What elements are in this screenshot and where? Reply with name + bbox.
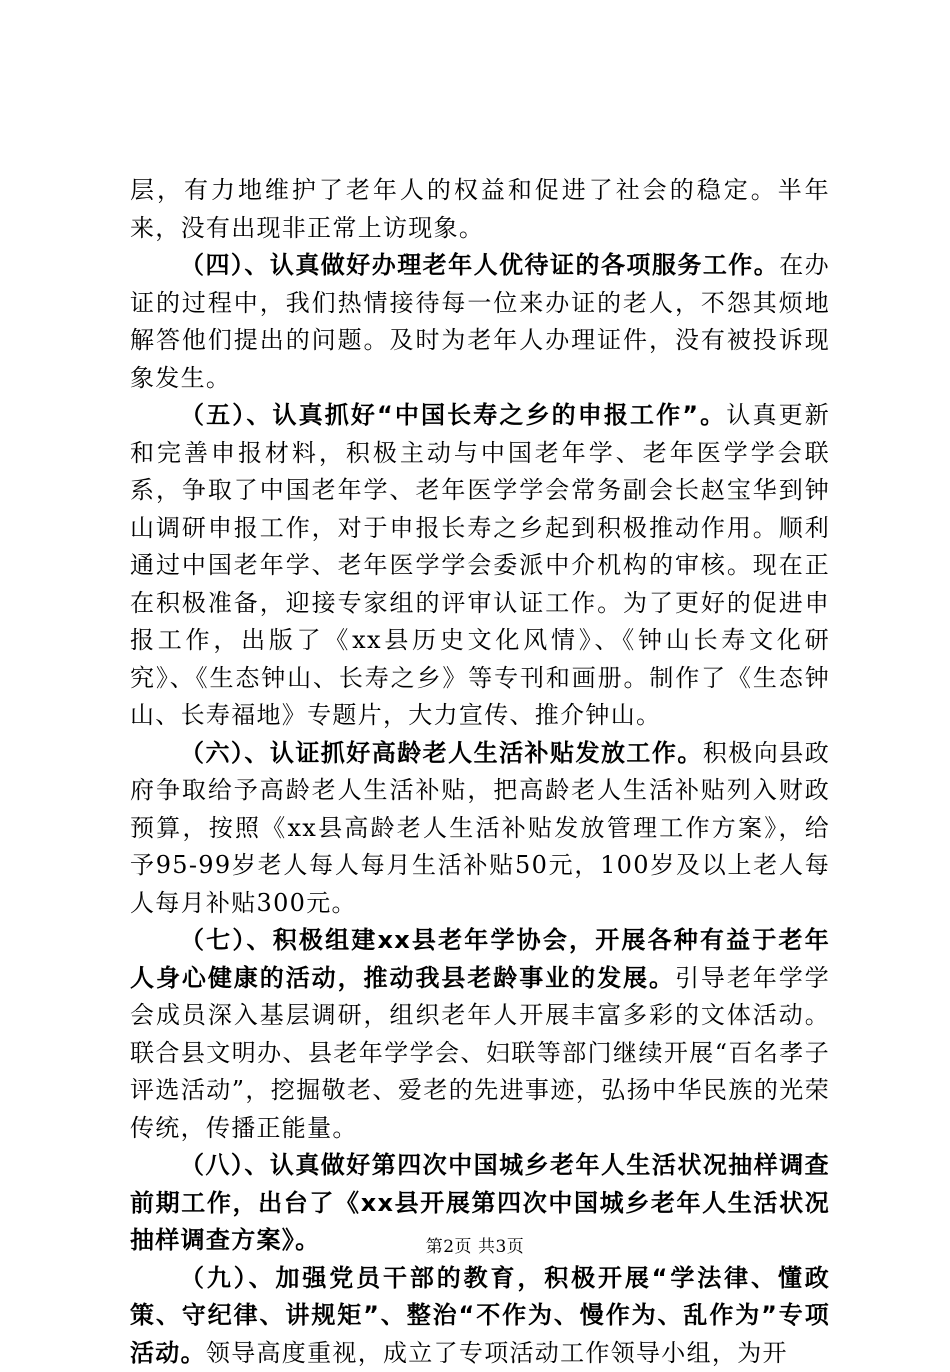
paragraph-section-7 bbox=[130, 922, 830, 1147]
page-number-label: 第2页 共3页 bbox=[426, 1237, 525, 1257]
section-heading: （六）、认证抓好高龄老人生活补贴发放工作。 bbox=[180, 739, 703, 767]
paragraph-section-9 bbox=[130, 1260, 830, 1372]
paragraph-section-4 bbox=[130, 247, 830, 397]
section-heading: （四）、认真做好办理老年人优待证的各项服务工作。 bbox=[180, 251, 779, 279]
paragraph-text: 领导高度重视，成立了专项活动工作领导小组，为开 bbox=[206, 1339, 788, 1367]
section-heading: （九）、加强党员干部的教育，积极开展“学法律、懂政策、守纪律、讲规矩”、整治“不作为、慢作为、乱作为”专项活动。 bbox=[130, 1264, 830, 1367]
paragraph-text: 积极向县政府争取给予高龄老人生活补贴，把高龄老人生活补贴列入财政预算，按照《xx县高龄老人生活补贴发放管理工作方案》，给予95-99岁老人每人每月生活补贴50元，100岁及以上老人每人每月补贴300元。 bbox=[130, 739, 830, 917]
paragraph-text: 层，有力地维护了老年人的权益和促进了社会的稳定。半年来，没有出现非正常上访现象。 bbox=[130, 176, 830, 242]
paragraph-continuation bbox=[130, 172, 830, 247]
section-heading: （八）、认真做好第四次中国城乡老年人生活状况抽样调查前期工作，出台了《xx县开展第四次中国城乡老年人生活状况抽样调查方案》。 bbox=[130, 1151, 830, 1254]
section-heading: （五）、认真抓好“中国长寿之乡的申报工作”。 bbox=[180, 401, 726, 429]
paragraph-text: 在办证的过程中，我们热情接待每一位来办证的老人，不怨其烦地解答他们提出的问题。及时为老年人办理证件，没有被投诉现象发生。 bbox=[130, 251, 830, 392]
paragraph-section-5 bbox=[130, 397, 830, 735]
document-body bbox=[130, 172, 830, 1372]
paragraph-text: 引导老年学学会成员深入基层调研，组织老年人开展丰富多彩的文体活动。联合县文明办、县老年学学会、妇联等部门继续开展“百名孝子评选活动”，挖掘敬老、爱老的先进事迹，弘扬中华民族的光荣传统，传播正能量。 bbox=[130, 964, 830, 1142]
paragraph-text: 认真更新和完善申报材料，积极主动与中国老年学、老年医学学会联系，争取了中国老年学、老年医学学会常务副会长赵宝华到钟山调研申报工作，对于申报长寿之乡起到积极推动作用。顺利通过中国老年学、老年医学学会委派中介机构的审核。现在正在积极准备，迎接专家组的评审认证工作。为了更好的促进申报工作，出版了《xx县历史文化风情》、《钟山长寿文化研究》、《生态钟山、长寿之乡》等专刊和画册。制作了《生态钟山、长寿福地》专题片，大力宣传、推介钟山。 bbox=[130, 401, 830, 729]
page-footer bbox=[0, 1232, 950, 1257]
paragraph-section-6 bbox=[130, 735, 830, 923]
section-heading: （七）、积极组建xx县老年学协会，开展各种有益于老年人身心健康的活动，推动我县老龄事业的发展。 bbox=[130, 926, 830, 992]
